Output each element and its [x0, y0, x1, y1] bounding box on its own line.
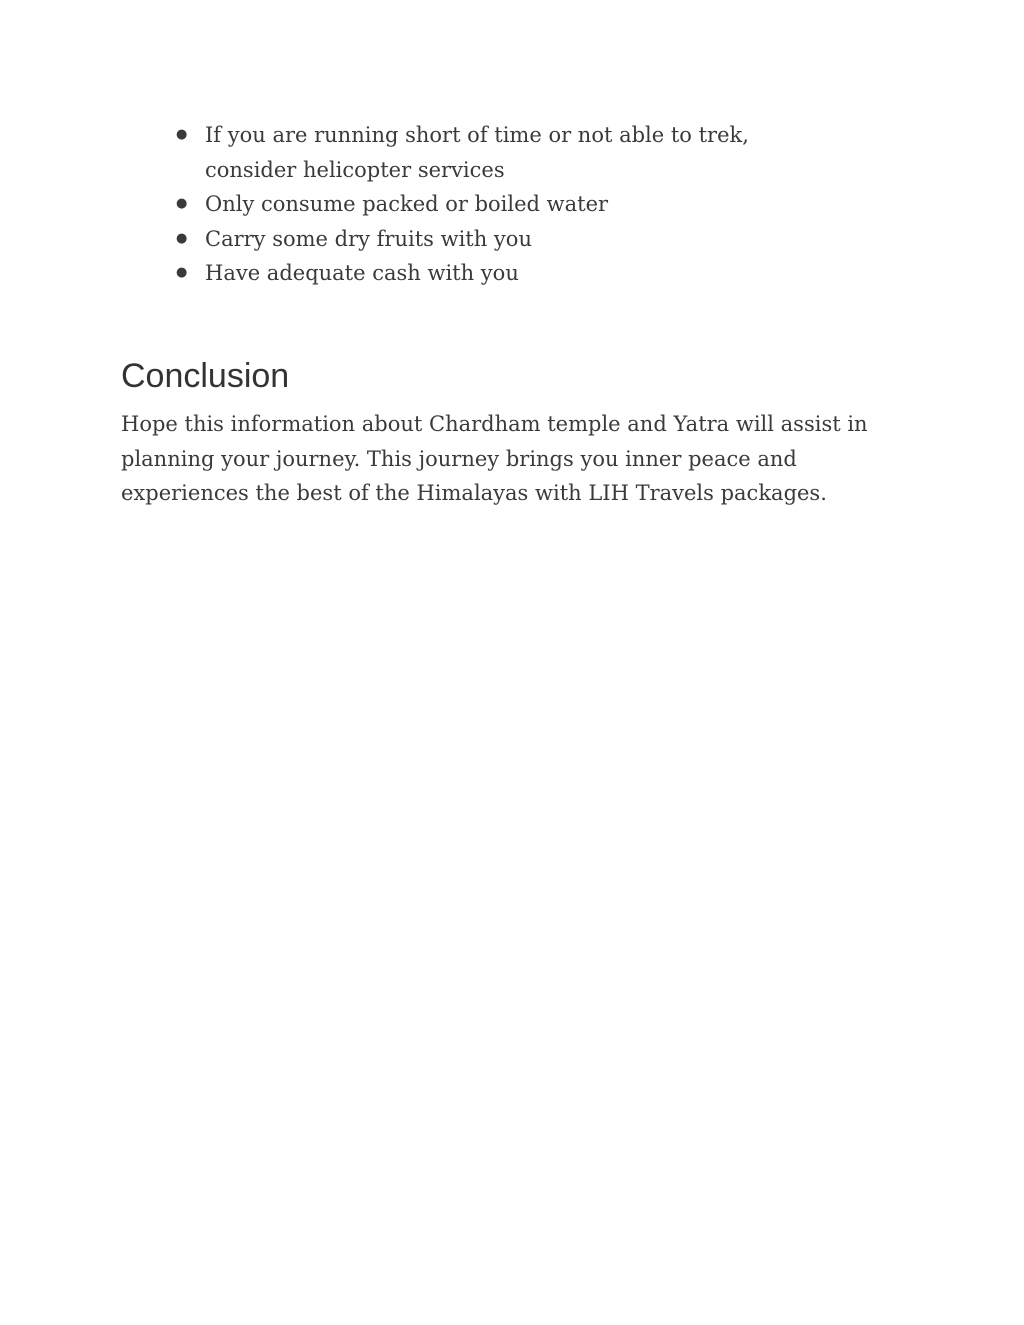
list-item-text: Only consume packed or boiled water — [205, 192, 609, 216]
bullet-icon: ● — [176, 196, 188, 211]
list-item-text: Have adequate cash with you — [205, 261, 519, 285]
list-item — [0, 256, 1024, 291]
bullet-icon: ● — [176, 230, 188, 246]
list-item — [0, 187, 1024, 222]
bullet-icon: ● — [176, 127, 188, 142]
bullet-icon: ● — [176, 265, 188, 280]
conclusion-paragraph: Hope this information about Chardham temple and Yatra will assist in planning your journey. This journey brings you inner peace and experiences the best of the Himalayas with LIH Travels packages. — [121, 412, 868, 506]
section-heading: Conclusion — [121, 357, 290, 395]
list-item-text: Carry some dry fruits with you — [205, 226, 532, 251]
list-item — [0, 118, 1024, 187]
tips-list — [0, 118, 1024, 291]
list-item — [0, 222, 1024, 257]
list-item-text: If you are running short of time or not able to trek, consider helicopter services — [205, 123, 749, 182]
